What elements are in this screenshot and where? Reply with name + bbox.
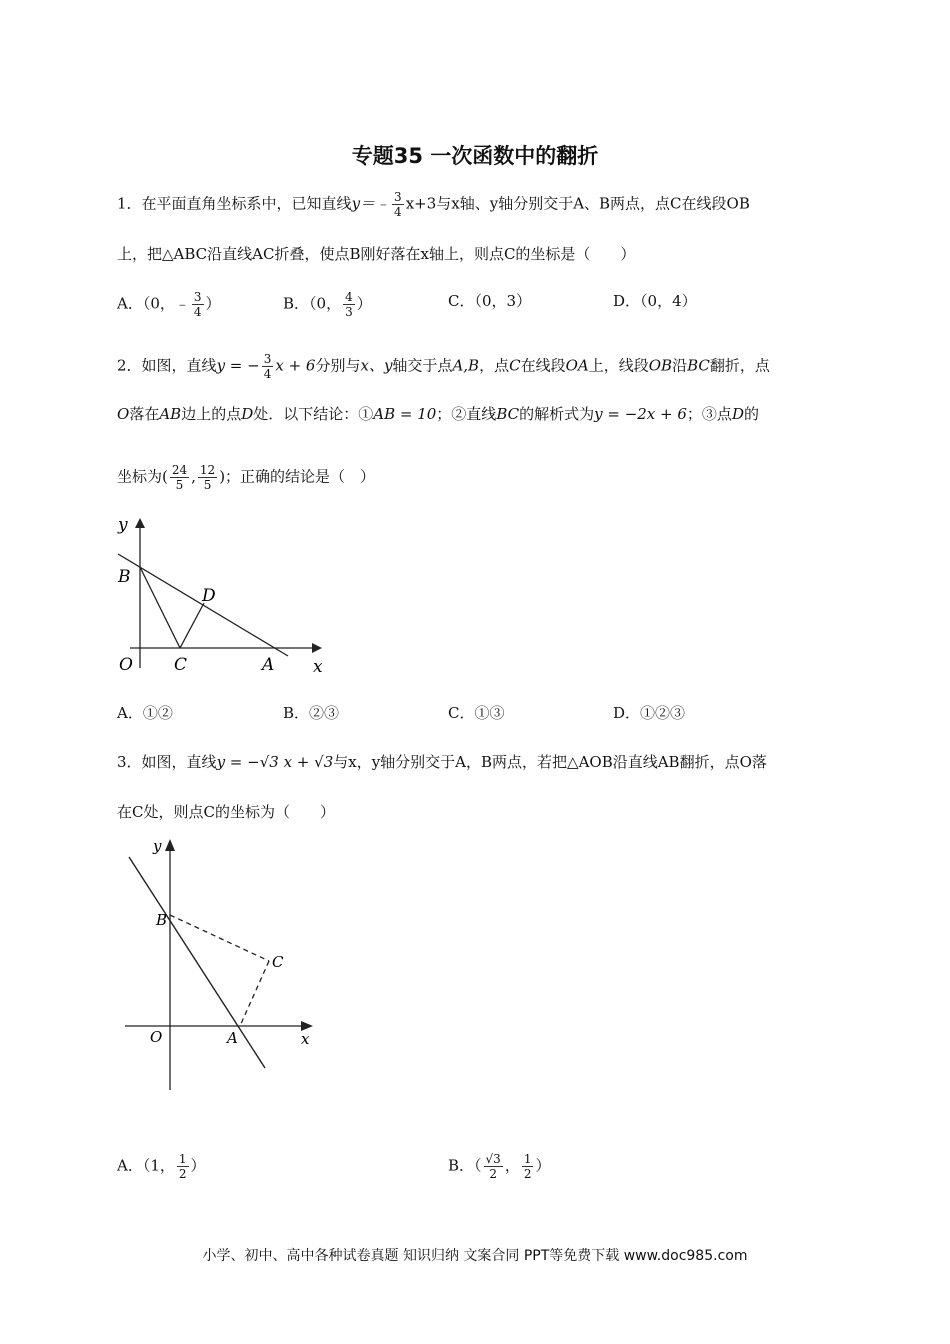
q2-label-y: y xyxy=(118,515,128,535)
q3-label-x: x xyxy=(301,1030,310,1048)
q3-label-o: O xyxy=(150,1028,163,1046)
q3-option-a[interactable]: A．（1， $\frac{1}{2}$ ） xyxy=(117,1152,206,1181)
q1-option-c[interactable]: C．（0，3） xyxy=(448,292,532,310)
q3-dashed-bc xyxy=(170,915,269,961)
q2-label-d: D xyxy=(202,586,216,606)
q2-label-o: O xyxy=(119,655,133,675)
q2-line1: 2．如图，直线y = − $\frac{3}{4}$ x + 6分别与x、y轴交于点A,B，点C在线段OA上，线段OB沿BC翻折，点 xyxy=(117,352,770,381)
q2-line2: O落在AB边上的点D处．以下结论：①AB = 10；②直线BC的解析式为y = −2x + 6；③点D的 xyxy=(117,405,759,423)
q1-option-d[interactable]: D．（0，4） xyxy=(613,292,697,310)
q2-label-a: A xyxy=(262,655,275,675)
q2-option-a[interactable]: A．①② xyxy=(117,704,173,722)
q3-dashed-ca xyxy=(240,961,269,1026)
q3-figure xyxy=(115,835,325,1095)
q3-label-y: y xyxy=(153,837,162,855)
q3-line1: 3．如图，直线y = −√3 x + √3与x，y轴分别交于A，B两点，若把△AOB沿直线AB翻折，点O落 xyxy=(117,753,767,771)
q1-line2: 上，把△ABC沿直线AC折叠，使点B刚好落在x轴上，则点C的坐标是（ ） xyxy=(117,245,636,263)
footer: 小学、初中、高中各种试卷真题 知识归纳 文案合同 PPT等免费下载 www.doc985.com xyxy=(202,1248,748,1264)
q2-line3: 坐标为( $\frac{24}{5}$ , $\frac{12}{5}$ )；正确的结论是（ ） xyxy=(117,463,376,492)
q2-y-arrow xyxy=(135,518,145,528)
q2-figure xyxy=(110,510,340,680)
q1-option-b[interactable]: B．（0， $\frac{4}{3}$ ） xyxy=(283,290,372,319)
q3-label-c: C xyxy=(272,953,284,971)
q3-option-b[interactable]: B．（ $\frac{√3}{2}$ ， $\frac{1}{2}$ ） xyxy=(448,1152,551,1181)
page-title: 专题35 一次函数中的翻折 xyxy=(351,144,599,168)
q2-option-b[interactable]: B．②③ xyxy=(283,704,340,722)
q2-segment-cd xyxy=(180,603,204,648)
q3-label-b: B xyxy=(156,911,168,929)
q2-option-c[interactable]: C．①③ xyxy=(448,704,505,722)
q1-line1: 1．在平面直角坐标系中，已知直线y＝﹣ $\frac{3}{4}$ x+3与x轴、y轴分别交于A、B两点，点C在线段OB xyxy=(117,190,750,219)
q2-x-arrow xyxy=(312,643,322,653)
q3-label-a: A xyxy=(227,1029,238,1047)
q2-label-b: B xyxy=(118,567,131,587)
q1-option-a[interactable]: A．（0，﹣ $\frac{3}{4}$ ） xyxy=(117,290,221,319)
q2-option-d[interactable]: D．①②③ xyxy=(613,704,686,722)
q3-line2: 在C处，则点C的坐标为（ ） xyxy=(117,803,335,821)
q3-y-arrow xyxy=(165,839,175,851)
q2-label-x: x xyxy=(313,657,323,677)
q2-label-c: C xyxy=(174,655,188,675)
